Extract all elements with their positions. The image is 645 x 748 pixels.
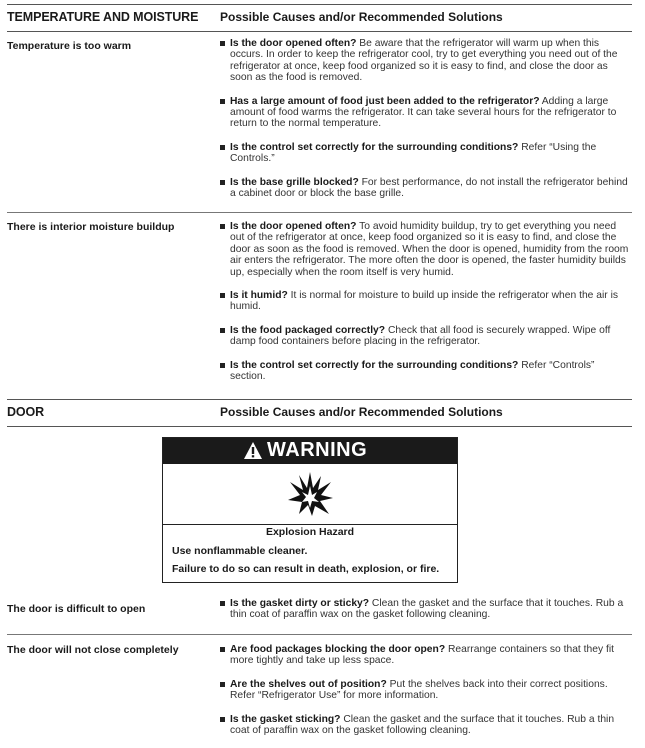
solution-item: Is the gasket sticking? Clean the gasket and the surface that it touches. Rub a thin coat of paraffin wax on the gasket following cleaning. xyxy=(220,714,632,737)
problem-row-moisture xyxy=(7,212,632,383)
hazard-title: Explosion Hazard xyxy=(265,526,355,538)
solution-item: Is the gasket dirty or sticky? Clean the gasket and the surface that it touches. Rub a thin coat of paraffin wax on the gasket following cleaning. xyxy=(220,598,632,621)
problem-label: There is interior moisture buildup xyxy=(7,221,175,233)
warning-word: WARNING xyxy=(267,439,368,461)
solution-item: Are the shelves out of position? Put the shelves back into their correct positions. Refer “Refrigerator Use” for more information. xyxy=(220,679,632,702)
problem-label: Temperature is too warm xyxy=(7,40,132,52)
bullet-icon xyxy=(220,99,225,104)
warning-consequence: Failure to do so can result in death, explosion, or fire. xyxy=(172,563,440,575)
solution-item: Has a large amount of food just been added to the refrigerator? Adding a large amount of food warms the refrigerator. It can take several hours for the refrigerator to return to the normal temperature. xyxy=(220,96,632,130)
bullet-icon xyxy=(220,41,225,46)
solutions-list xyxy=(220,598,632,633)
solution-item: Are food packages blocking the door open? Rearrange containers so that they fit more tightly and take up less space. xyxy=(220,644,632,667)
bullet-icon xyxy=(220,293,225,298)
bullet-icon xyxy=(220,601,225,606)
solution-item: Is the control set correctly for the surrounding conditions? Refer “Using the Controls.” xyxy=(220,142,632,165)
section-title: DOOR xyxy=(7,405,45,419)
problem-row-door-close xyxy=(7,634,632,737)
solution-item: Is the door opened often? Be aware that the refrigerator will warm up when this occurs. In order to keep the refrigerator cool, try to get everything you need out of the refrigerator at once, keep food organized so it is easy to find, and close the door as soon as the food is removed. xyxy=(220,38,632,84)
warning-banner xyxy=(163,438,457,464)
bullet-icon xyxy=(220,647,225,652)
warning-box xyxy=(162,437,458,583)
warning-icon-area xyxy=(163,464,457,525)
warning-triangle-icon xyxy=(243,441,263,460)
solution-item: Is the base grille blocked? For best performance, do not install the refrigerator behind a cabinet door or block the base grille. xyxy=(220,177,632,200)
bullet-icon xyxy=(220,717,225,722)
bullet-icon xyxy=(220,224,225,229)
solution-item: Is the food packaged correctly? Check that all food is securely wrapped. Wipe off damp food containers before placing in the refrigerator. xyxy=(220,325,632,348)
section-header-door xyxy=(7,399,632,427)
solutions-list xyxy=(220,38,632,211)
solution-item: Is the control set correctly for the surrounding conditions? Refer “Controls” section. xyxy=(220,360,632,383)
solutions-list xyxy=(220,644,632,748)
problem-label: The door will not close completely xyxy=(7,644,179,656)
solutions-list xyxy=(220,221,632,394)
bullet-icon xyxy=(220,180,225,185)
explosion-icon xyxy=(285,470,335,518)
causes-header: Possible Causes and/or Recommended Solutions xyxy=(220,405,503,419)
warning-instruction: Use nonflammable cleaner. xyxy=(172,545,308,557)
problem-label: The door is difficult to open xyxy=(7,603,146,615)
solution-item: Is it humid? It is normal for moisture to build up inside the refrigerator when the air is humid. xyxy=(220,290,632,313)
causes-header: Possible Causes and/or Recommended Solutions xyxy=(220,10,503,24)
section-header-temperature xyxy=(7,4,632,32)
bullet-icon xyxy=(220,328,225,333)
bullet-icon xyxy=(220,682,225,687)
section-title: TEMPERATURE AND MOISTURE xyxy=(7,10,199,24)
bullet-icon xyxy=(220,145,225,150)
bullet-icon xyxy=(220,363,225,368)
solution-item: Is the door opened often? To avoid humidity buildup, try to get everything you need out of the refrigerator at once, keep food organized so it is easy to find, and close the door as soon as the food is removed. When the door is opened, humidity from the room air enters the refrigerator. The more often the door is opened, the faster humidity builds up, especially when the room itself is very humid. xyxy=(220,221,632,278)
